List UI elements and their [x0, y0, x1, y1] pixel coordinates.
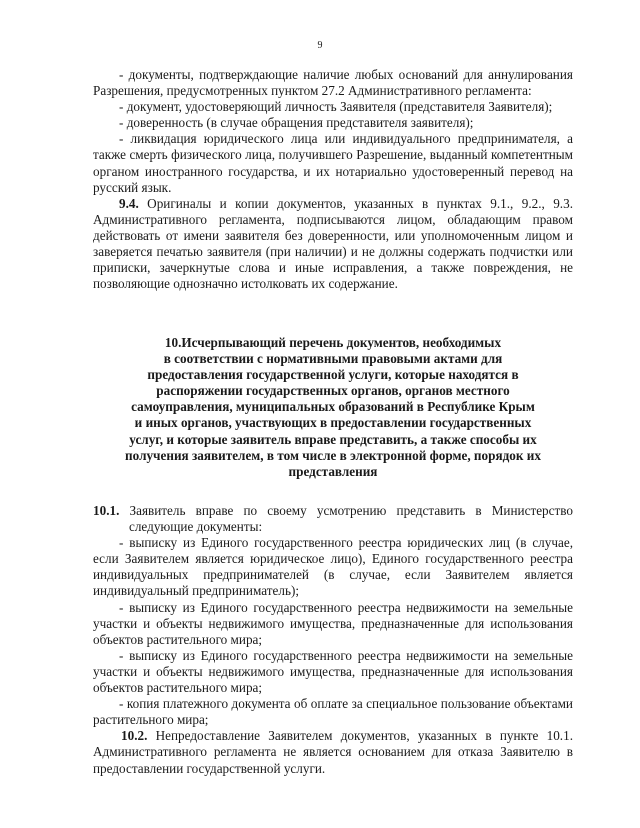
paragraph-10-1 [93, 503, 573, 535]
list-item: - выписку из Единого государственного реестра недвижимости на земельные участки и объекты недвижимого имущества, предназначенные для использования объектов растительного мира; [93, 647, 573, 696]
clause-number: 10.2. [121, 728, 148, 744]
heading-line: самоуправления, муниципальных образований в Республике Крым [131, 399, 535, 415]
clause-number: 9.4. [119, 195, 139, 211]
clause-number: 10.1. [93, 503, 120, 518]
paragraph: - ликвидация юридического лица или индивидуального предпринимателя, а также смерть физического лица, получившего Разрешение, выданный компетентным органом иностранного государства, и их нотариально удостоверенный перевод на русский язык. [93, 131, 573, 195]
heading-line: в соответствии с нормативными правовыми актами для [163, 351, 503, 367]
paragraph: - доверенность (в случае обращения представителя заявителя); [119, 115, 474, 131]
section-9-continuation [93, 67, 573, 292]
heading-line: получения заявителем, в том числе в электронной форме, порядок их [125, 447, 541, 463]
heading-line: услуг, и которые заявитель вправе представить, а также способы их [129, 431, 537, 447]
clause-text: Непредоставление Заявителем документов, указанных в пункте 10.1. Административного регламента не является основанием для отказа Заявителю в предоставлении государственной услуги. [93, 728, 573, 776]
list-item: - выписку из Единого государственного реестра юридических лиц (в случае, если Заявителем является юридическое лицо), Единого государственного реестра индивидуальных предпринимателей (в случае, если Заявителем является индивидуальный предприниматель); [93, 535, 573, 599]
paragraph-10-2 [93, 728, 573, 776]
list-item: - копия платежного документа об оплате за специальное пользование объектами растительного мира; [93, 696, 573, 728]
page-number: 9 [317, 40, 323, 51]
heading-line: предоставления государственной услуги, которые находятся в [147, 367, 519, 383]
paragraph-9-4 [93, 196, 573, 293]
clause-text: Оригиналы и копии документов, указанных в пунктах 9.1., 9.2., 9.3. Административного регламента, подписываются лицом, обладающим правом действовать от имени заявителя без доверенности, или уполномоченным лицом и заверяется печатью заявителя (при наличии) и не должны содержать подчистки или приписки, зачеркнутые слова и иные исправления, а также повреждения, не позволяющие однозначно истолковать их содержание. [93, 195, 573, 292]
heading-line: представления [288, 463, 378, 479]
section-heading [93, 335, 573, 480]
section-10-body [93, 503, 573, 777]
paragraph: - документ, удостоверяющий личность Заявителя (представителя Заявителя); [119, 99, 553, 115]
paragraph: - документы, подтверждающие наличие любых оснований для аннулирования Разрешения, предусмотренных пунктом 27.2 Административного регламента: [93, 67, 573, 99]
heading-line: 10.Исчерпывающий перечень документов, необходимых [164, 335, 502, 350]
list-item: - выписку из Единого государственного реестра недвижимости на земельные участки и объекты недвижимого имущества, предназначенные для использования объектов растительного мира; [93, 599, 573, 647]
clause-text: Заявитель вправе по своему усмотрению представить в Министерство следующие документы: [129, 503, 573, 535]
heading-line: распоряжении государственных органов, органов местного [156, 383, 510, 399]
heading-line: и иных органов, участвующих в предоставлении государственных [134, 415, 532, 431]
